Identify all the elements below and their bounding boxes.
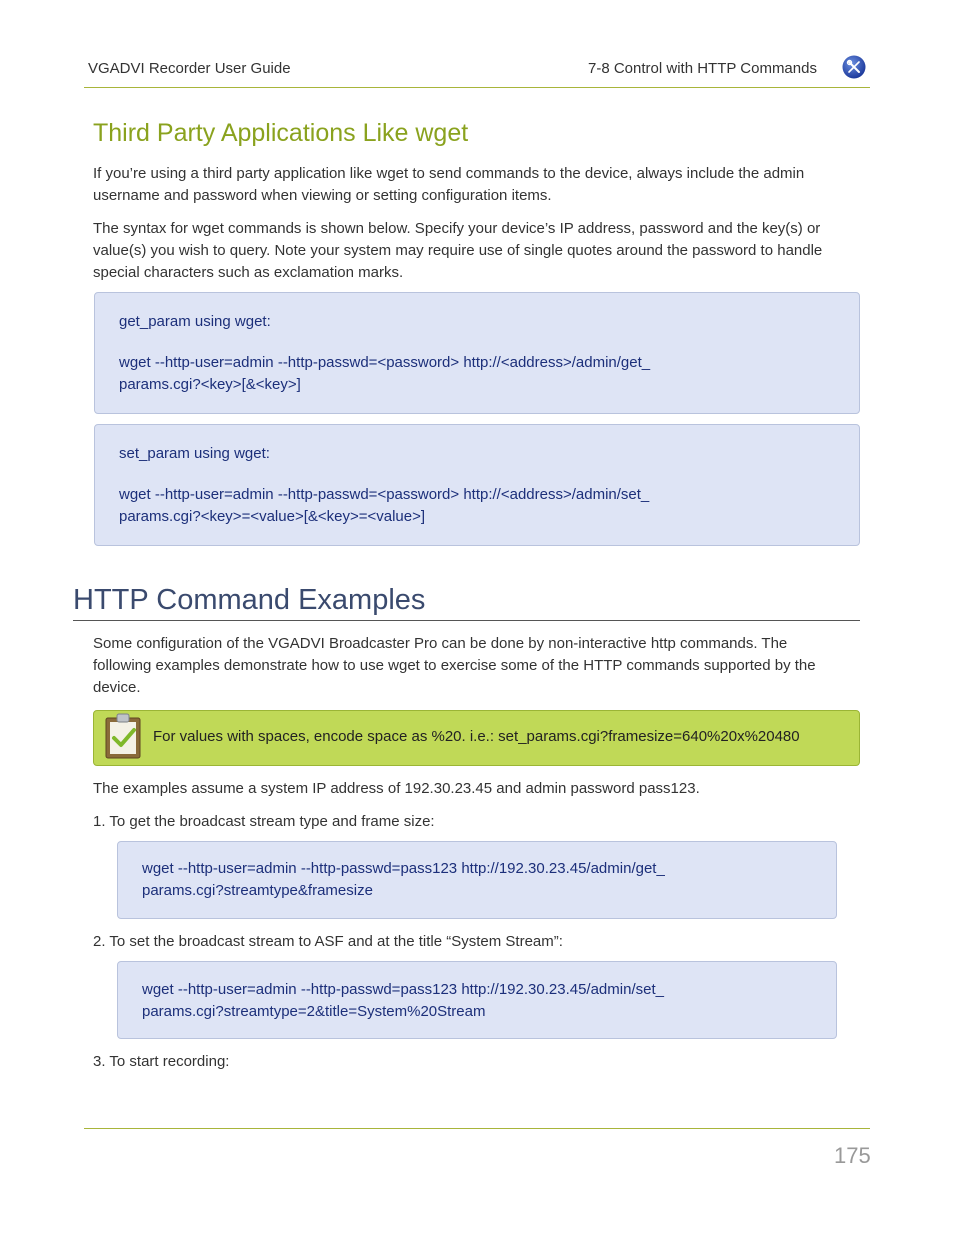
footer-rule [84,1128,870,1129]
doc-title: VGADVI Recorder User Guide [88,60,291,77]
set-param-code-box [94,424,860,546]
code-line: params.cgi?<key>=<value>[&<key>=<value>] [119,508,426,525]
text-line: special characters such as exclamation marks. [93,264,404,281]
code-line: params.cgi?<key>[&<key>] [119,376,301,393]
paragraph-assumptions: The examples assume a system IP address of 192.30.23.45 and admin password pass123. [93,780,700,797]
paragraph-admin-credentials [93,163,863,207]
step-2-label: 2. To set the broadcast stream to ASF and at the title “System Stream”: [93,933,563,950]
section-title: 7-8 Control with HTTP Commands [588,60,817,77]
text-line: If you’re using a third party application like wget to send commands to the device, always include the admin [93,165,805,182]
heading-rule [73,620,860,621]
code-line: params.cgi?streamtype=2&title=System%20Stream [142,1003,486,1020]
code-line: wget --http-user=admin --http-passwd=<password> http://<address>/admin/set_ [119,486,650,503]
page-number: 175 [834,1143,871,1168]
section-heading-third-party: Third Party Applications Like wget [93,119,469,147]
get-param-code-box [94,292,860,414]
code-box-title: get_param using wget: [119,313,271,330]
step-2-code-box [117,961,837,1039]
clipboard-check-icon [105,713,141,759]
text-line: The syntax for wget commands is shown below. Specify your device’s IP address, password and the key(s) or [93,220,821,237]
code-line: wget --http-user=admin --http-passwd=<password> http://<address>/admin/get_ [119,354,651,371]
text-line: value(s) you wish to query. Note your system may require use of single quotes around the password to handle [93,242,823,259]
section-heading-examples: HTTP Command Examples [73,584,426,616]
code-line: params.cgi?streamtype&framesize [142,882,373,899]
text-line: device. [93,679,141,696]
text-line: Some configuration of the VGADVI Broadcaster Pro can be done by non-interactive http commands. The [93,635,788,652]
text-line: username and password when viewing or setting configuration items. [93,187,552,204]
code-line: wget --http-user=admin --http-passwd=pass123 http://192.30.23.45/admin/set_ [142,981,664,998]
code-box-title: set_param using wget: [119,445,270,462]
paragraph-examples-intro [93,633,863,699]
code-line: wget --http-user=admin --http-passwd=pass123 http://192.30.23.45/admin/get_ [142,860,665,877]
step-1-label: 1. To get the broadcast stream type and frame size: [93,813,435,830]
step-3-label: 3. To start recording: [93,1053,230,1070]
header-rule [84,87,870,88]
note-text: For values with spaces, encode space as %20. i.e.: set_params.cgi?framesize=640%20x%20480 [153,728,800,745]
paragraph-wget-syntax [93,218,863,284]
tools-icon [842,55,866,79]
text-line: following examples demonstrate how to use wget to exercise some of the HTTP commands supported by the [93,657,816,674]
step-1-code-box [117,841,837,919]
